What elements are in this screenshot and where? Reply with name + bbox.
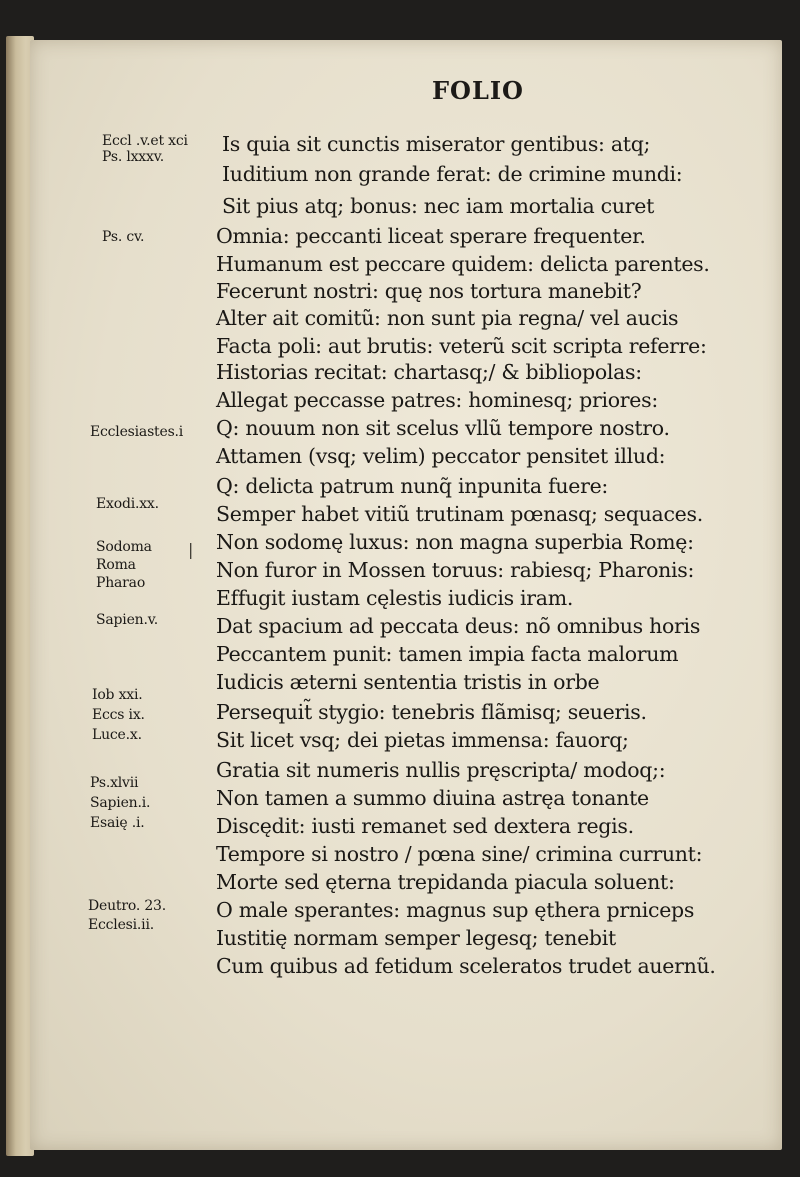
text-line: Sit pius atq; bonus: nec iam mortalia curet xyxy=(222,194,655,218)
margin-note: Iob xxi. xyxy=(92,687,143,703)
margin-note: Roma xyxy=(96,557,136,573)
margin-note: Sapien.v. xyxy=(96,612,159,628)
text-line: Is quia sit cunctis miserator gentibus: atq; xyxy=(222,132,651,156)
text-line: Peccantem punit: tamen impia facta malorum xyxy=(216,642,679,666)
text-line: Effugit iustam cęlestis iudicis iram. xyxy=(216,586,574,610)
margin-note: Ps. lxxxv. xyxy=(102,149,164,165)
margin-note: Luce.x. xyxy=(92,727,142,743)
text-line: Persequit̃ stygio: tenebris flãmisq; seueris. xyxy=(216,700,647,724)
text-line: Q: delicta patrum nunq̃ inpunita fuere: xyxy=(216,474,609,498)
margin-note: Pharao xyxy=(96,575,146,591)
text-line: Gratia sit numeris nullis pręscripta/ modoq;: xyxy=(216,758,666,782)
text-line: Iustitię normam semper legesq; tenebit xyxy=(216,926,616,950)
text-line: Discędit: iusti remanet sed dextera regis. xyxy=(216,814,634,838)
running-title: FOLIO xyxy=(432,76,524,105)
margin-note: Exodi.xx. xyxy=(96,496,159,512)
margin-note: Ecclesi.ii. xyxy=(88,917,154,933)
text-line: Facta poli: aut brutis: veterũ scit scripta referre: xyxy=(216,334,707,358)
margin-note: Ps.xlvii xyxy=(90,775,139,791)
margin-note: Sapien.i. xyxy=(90,795,151,811)
text-line: Humanum est peccare quidem: delicta parentes. xyxy=(216,252,710,276)
text-line: Sit licet vsq; dei pietas immensa: fauorq; xyxy=(216,728,629,752)
text-line: Non furor in Mossen toruus: rabiesq; Pharonis: xyxy=(216,558,695,582)
text-line: Fecerunt nostri: quę nos tortura manebit? xyxy=(216,279,642,303)
text-line: Allegat peccasse patres: hominesq; priores: xyxy=(216,388,658,412)
text-line: Historias recitat: chartasq;/ & bibliopolas: xyxy=(216,360,642,384)
text-line: Non sodomę luxus: non magna superbia Romę: xyxy=(216,530,694,554)
margin-note: Ecclesiastes.i xyxy=(90,424,184,440)
margin-note: Ps. cv. xyxy=(102,229,145,245)
text-line: Q: nouum non sit scelus vllũ tempore nostro. xyxy=(216,416,670,440)
margin-note: Deutro. 23. xyxy=(88,898,166,914)
margin-note: Eccs ix. xyxy=(92,707,145,723)
text-line: O male sperantes: magnus sup ęthera prniceps xyxy=(216,898,695,922)
margin-note: Sodoma xyxy=(96,539,152,555)
text-line: Alter ait comitũ: non sunt pia regna/ vel aucis xyxy=(216,306,679,330)
text-line: Dat spacium ad peccata deus: nõ omnibus horis xyxy=(216,614,701,638)
text-line: Iuditium non grande ferat: de crimine mundi: xyxy=(222,162,683,186)
text-line: Semper habet vitiũ trutinam pœnasq; sequaces. xyxy=(216,502,703,526)
text-line: Cum quibus ad fetidum sceleratos trudet auernũ. xyxy=(216,954,716,978)
text-line: Tempore si nostro / pœna sine/ crimina currunt: xyxy=(216,842,703,866)
margin-note: Eccl .v.et xci xyxy=(102,133,188,149)
margin-note: Esaię .i. xyxy=(90,815,145,831)
text-line: Attamen (vsq; velim) peccator pensitet illud: xyxy=(216,444,666,468)
text-line: Morte sed ęterna trepidanda piacula soluent: xyxy=(216,870,675,894)
text-line: Omnia: peccanti liceat sperare frequenter. xyxy=(216,224,646,248)
margin-bracket: | xyxy=(188,540,194,559)
text-line: Non tamen a summo diuina astręa tonante xyxy=(216,786,649,810)
text-line: Iudicis æterni sententia tristis in orbe xyxy=(216,670,600,694)
